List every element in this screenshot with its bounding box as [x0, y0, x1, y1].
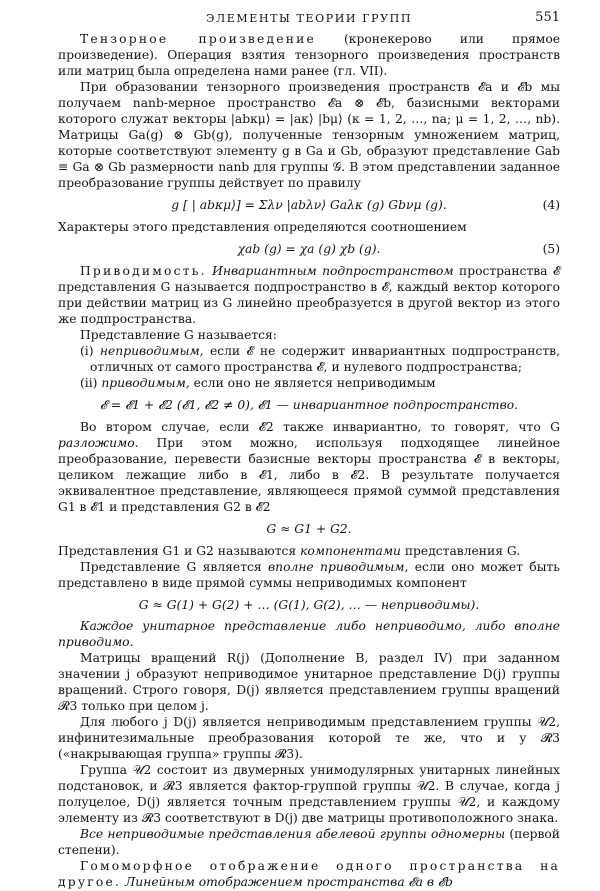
paragraph-rotation-matrices: Матрицы вращений R(j) (Дополнение В, раздел IV) при заданном значении j образуют неприводимое унитарное представление D(j) группы вращений. Строго говоря, D(j) является представлением группы вращений 𝓡3 только при целом j.: [58, 651, 560, 714]
header-title: ЭЛЕМЕНТЫ ТЕОРИИ ГРУПП: [205, 12, 413, 25]
paragraph-text: При этом можно, используя подходящее линейное преобразование, перевести базисные векторы пространства 𝓔 в векторы, целиком лежащие либо в 𝓔1, либо в 𝓔2. В результате получается эквивалентное представление, являющееся прямой суммой представления G1 в 𝓔1 и представления G2 в 𝓔2: [58, 435, 560, 514]
paragraph-text: Во втором случае, если 𝓔2 также инвариантно, то говорят, что G: [80, 419, 560, 434]
term-homomorphic-mapping: Гомоморфное отображение одного пространства на другое.: [58, 859, 560, 890]
paragraph-characters: Характеры этого представления определяются соотношением: [58, 219, 467, 234]
list-item-reducible: [80, 376, 560, 392]
paragraph-text: пространства 𝓔 представления G называется подпространство в 𝓔, каждый вектор которого при действии матриц из G линейно преобразуется в другой вектор из этого же подпространства.: [58, 263, 560, 326]
paragraph-called: Представление G называется:: [80, 327, 277, 342]
term-irreducible: неприводимым,: [93, 343, 204, 358]
page-number: 551: [535, 10, 560, 25]
paragraph-text: (кронекерово или прямое произведение). Операция взятия тензорного произведения пространств или матриц была определена нами ранее (гл. VII).: [58, 32, 561, 78]
term-decomposable: разложимо.: [58, 435, 139, 450]
equation-4-text: g [ | abκμ⟩] = Σλν |abλν⟩ Gaλκ (g) Gbνμ (g).: [171, 197, 447, 212]
paragraph-homomorphic-mapping: [58, 859, 560, 891]
paragraph-text: если оно может быть представлено в виде прямой суммы неприводимых компонент: [58, 559, 560, 590]
paragraph-u2-group: Группа 𝒰2 состоит из двумерных унимодулярных унитарных линейных подстановок, и 𝓡3 является фактор-группой группы 𝒰2. В случае, когда j полуцелое, D(j) является точным представлением группы 𝒰2, и каждому элементу из 𝓡3 соответствуют в D(j) две матрицы противоположного знака.: [58, 763, 560, 826]
equation-decomposition: 𝓔 = 𝓔1 + 𝓔2 (𝓔1, 𝓔2 ≠ 0), 𝓔1 — инвариантное подпространство.: [99, 397, 519, 412]
term-tensor-product: Тензорное произведение: [80, 32, 317, 46]
list-item-text: если оно не является неприводимым: [189, 375, 436, 390]
paragraph-fully-reducible: [58, 560, 560, 592]
list-item-text: если 𝓔 не содержит инвариантных подпространств, отличных от самого пространства 𝓔, и нулевого подпространства;: [90, 343, 560, 374]
paragraph-text: Представления G1 и G2 называются: [58, 543, 301, 558]
list-item-irreducible: [80, 344, 560, 376]
term-invariant-subspace: Инвариантным подпространством: [206, 263, 454, 278]
equation-direct-sum: G ≈ G1 + G2.: [266, 521, 352, 536]
equation-full-decomposition: G ≈ G(1) + G(2) + … (G(1), G(2), … — неприводимы).: [138, 597, 480, 612]
equation-4: [58, 198, 560, 214]
term-reducible: приводимым,: [97, 375, 190, 390]
paragraph-text: Представление G является: [80, 559, 269, 574]
list-item-label: (ii): [80, 375, 98, 390]
term-components: компонентами: [300, 543, 401, 558]
paragraph-text: (первой степени).: [58, 827, 561, 858]
paragraph-tensor-construction: При образовании тензорного произведения пространств 𝓔a и 𝓔b мы получаем nanb-мерное пространство 𝓔a ⊗ 𝓔b, базисными векторами которого служат векторы |abκμ⟩ = |aκ⟩ |bμ⟩ (κ = 1, 2, …, na; μ = 1, 2, …, nb). Матрицы Ga(g) ⊗ Gb(g), полученные тензорным умножением матриц, которые соответствуют элементу g в Ga и Gb, образуют представление Gab ≡ Ga ⊗ Gb размерности nanb для группы 𝒢. В этом представлении заданное преобразование группы действует по правилу: [58, 79, 560, 190]
theorem-abelian: Все неприводимые представления абелевой группы одномерны: [80, 827, 506, 842]
page: [58, 10, 561, 890]
paragraph-tensor-product: [58, 32, 560, 80]
equation-5-number: (5): [542, 241, 560, 256]
term-fully-reducible: вполне приводимым,: [268, 559, 409, 574]
running-header: [58, 10, 560, 32]
paragraph-components: [58, 544, 560, 560]
paragraph-text: представления G.: [400, 543, 521, 558]
paragraph-decomposable: [58, 420, 560, 516]
term-linear-mapping: Линейным отображением пространства 𝓔a в 𝓔b: [121, 875, 453, 890]
equation-4-number: (4): [542, 197, 560, 212]
equation-5-text: χab (g) = χa (g) χb (g).: [237, 241, 381, 256]
equation-5: [58, 242, 560, 258]
list-item-label: (i): [80, 343, 94, 358]
theorem-unitary: Каждое унитарное представление либо неприводимо, либо вполне приводимо.: [58, 619, 560, 650]
paragraph-abelian: [58, 827, 560, 859]
paragraph-reducibility: [58, 264, 560, 328]
paragraph-u2-representation: Для любого j D(j) является неприводимым представлением группы 𝒰2, инфинитезимальные преобразования которой те же, что и у 𝓡3 («накрывающая группа» группы 𝓡3).: [58, 715, 560, 762]
term-reducibility: Приводимость.: [80, 263, 207, 278]
